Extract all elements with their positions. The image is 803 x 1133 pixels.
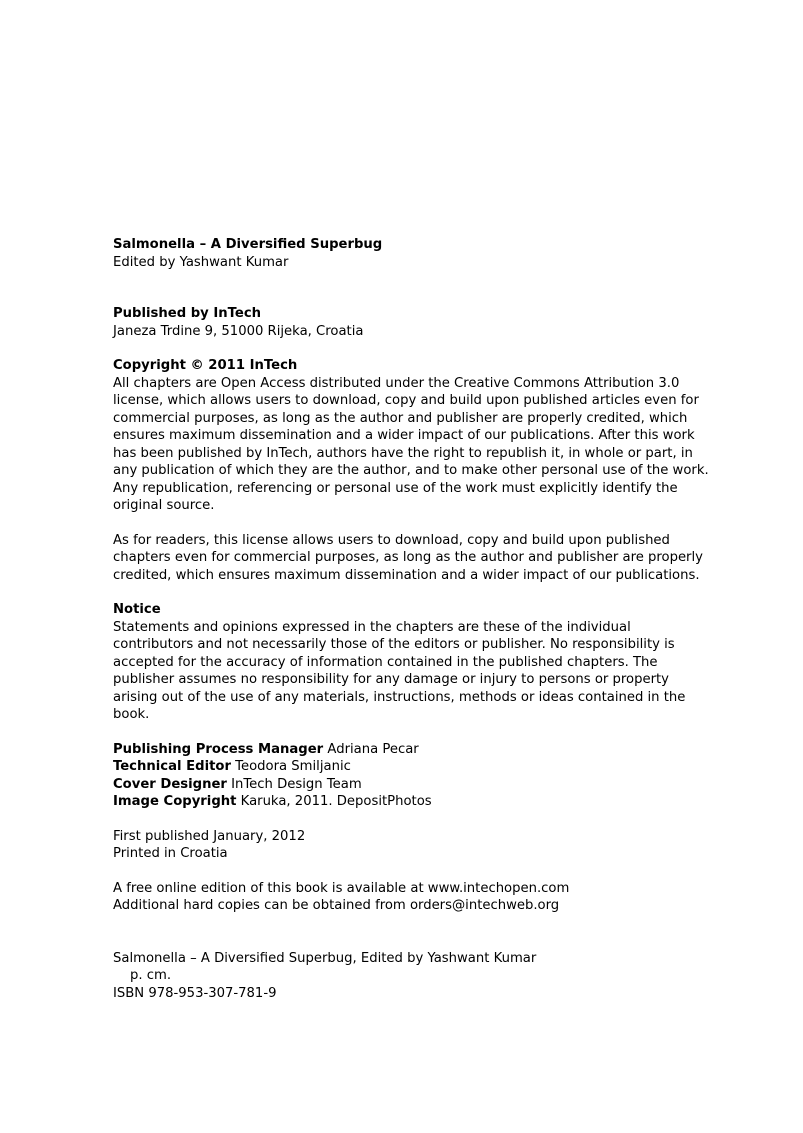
online-edition-note: A free online edition of this book is available at www.intechopen.com [113,880,570,896]
hard-copies-note: Additional hard copies can be obtained from orders@intechweb.org [113,898,560,913]
catalog-pages-line: p. cm. [130,968,172,983]
catalog-title-line: Salmonella – A Diversified Superbug, Edited by Yashwant Kumar [113,950,537,966]
publisher-heading: Published by InTech [113,306,262,321]
notice-heading: Notice [113,602,161,617]
printed-in: Printed in Croatia [113,846,228,861]
availability-block [113,880,713,915]
copyright-block [113,357,713,584]
notice-block [113,601,713,724]
credit-name: InTech Design Team [231,776,362,792]
credit-name: Teodora Smiljanic [235,759,351,774]
credit-role: Technical Editor [113,759,231,774]
credit-role: Cover Designer [113,776,227,792]
publisher-block [113,305,713,340]
publisher-address: Janeza Trdine 9, 51000 Rijeka, Croatia [113,323,364,339]
isbn: ISBN 978-953-307-781-9 [113,985,277,1001]
credit-line [113,793,713,811]
book-title: Salmonella – A Diversified Superbug [113,237,383,252]
catalog-block [113,950,713,1003]
credit-role: Publishing Process Manager [113,741,324,757]
notice-text: Statements and opinions expressed in the chapters are these of the individual contributors and not necessarily those of the editors or publisher. No responsibility is accepted for the accuracy of information contained in the published chapters. The publisher assumes no responsibility for any damage or injury to persons or property arising out of the use of any materials, instructions, methods or ideas contained in the book. [113,619,686,722]
credit-name: Adriana Pecar [327,741,419,757]
credits-block [113,741,713,811]
copyright-paragraph-2: As for readers, this license allows users to download, copy and build upon published chapters even for commercial purposes, as long as the author and publisher are properly credited, which ensures maximum dissemination and a wider impact of our publications. [113,532,703,583]
copyright-heading: Copyright © 2011 InTech [113,358,298,373]
first-published: First published January, 2012 [113,828,306,844]
copyright-page [113,236,713,1002]
credit-role: Image Copyright [113,794,237,809]
publication-info-block [113,828,713,863]
title-block [113,236,713,271]
copyright-paragraph-1: All chapters are Open Access distributed under the Creative Commons Attribution 3.0 license, which allows users to download, copy and build upon published articles even for commercial purposes, as long as the author and publisher are properly credited, which ensures maximum dissemination and a wider impact of our publications. After this work has been published by InTech, authors have the right to republish it, in whole or part, in any publication of which they are the author, and to make other personal use of the work. Any republication, referencing or personal use of the work must explicitly identify the original source. [113,375,709,513]
credit-name: Karuka, 2011. DepositPhotos [240,794,432,809]
book-editor: Edited by Yashwant Kumar [113,254,289,270]
credit-line [113,776,713,794]
credit-line [113,758,713,776]
credit-line [113,741,713,759]
